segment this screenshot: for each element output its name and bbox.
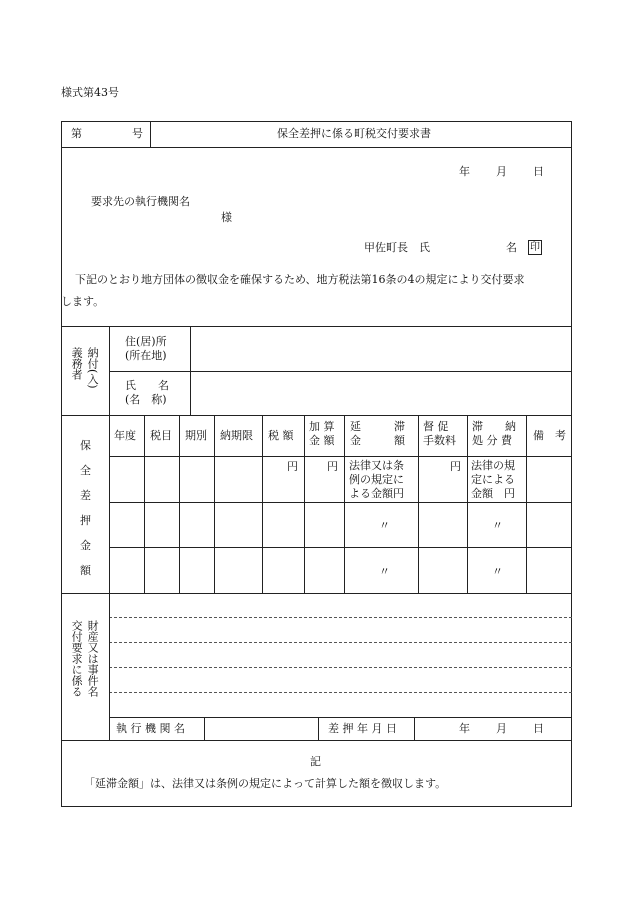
property-label-b: 財産又は事件名 <box>86 620 100 697</box>
body-text-line-2: します。 <box>61 295 105 308</box>
amount-label-char: 全 <box>80 464 91 477</box>
form-number: 様式第43号 <box>61 86 119 99</box>
rule-agency-split <box>204 717 205 740</box>
addressee-honorific: 様 <box>221 211 232 224</box>
col-header-tax-item: 税目 <box>150 429 172 442</box>
addressee-name: 要求先の執行機関名 <box>91 195 190 208</box>
rule-col-7 <box>418 415 419 593</box>
rule-col-2 <box>179 415 180 593</box>
ditto-mark: 〃 <box>492 565 503 578</box>
rule-taxpayer-mid <box>109 371 572 372</box>
rule-taxpayer-label <box>190 326 191 415</box>
surcharge-yen: 円 <box>327 460 338 473</box>
amount-label-char: 金 <box>80 539 91 552</box>
taxpayer-label-a: 納付(入) <box>86 347 100 389</box>
property-label-a: 交付要求に係る <box>70 620 84 697</box>
ditto-mark: 〃 <box>492 519 503 532</box>
date-year-label: 年 <box>459 165 470 178</box>
body-text-line-1: 下記のとおり地方団体の徴収金を確保するため、地方税法第16条の4の規定により交付要求 <box>75 273 525 286</box>
rule-header-split <box>150 121 151 147</box>
seizure-date-label: 差 押 年 月 日 <box>328 722 397 735</box>
rule-agency-end <box>61 740 572 741</box>
number-suffix: 号 <box>132 127 143 140</box>
demand-fee-yen: 円 <box>450 460 461 473</box>
ditto-mark: 〃 <box>379 519 390 532</box>
rule-left-label <box>109 326 110 740</box>
number-label: 第 <box>71 127 82 140</box>
seizure-month-label: 月 <box>496 722 507 735</box>
footer-note: 「延滞金額」は、法律又は条例の規定によって計算した額を徴収します。 <box>84 777 447 790</box>
col-header-surcharge: 加 算 金 額 <box>309 420 335 447</box>
rule-property-end <box>109 717 572 718</box>
disposition-note: 法律の規 定による 金額 円 <box>471 459 515 500</box>
agency-label: 執 行 機 関 名 <box>116 722 185 735</box>
rule-header <box>61 147 572 148</box>
col-header-tax-amount: 税 額 <box>268 429 294 442</box>
rule-amount-end <box>61 593 572 594</box>
rule-taxpayer-end <box>61 415 572 416</box>
rule-body-end <box>61 326 572 327</box>
property-line-1 <box>109 617 572 618</box>
footer-heading: 記 <box>310 755 321 768</box>
amount-label-char: 額 <box>80 564 91 577</box>
property-line-4 <box>109 692 572 693</box>
seal-mark: 印 <box>530 242 540 253</box>
name-label: 氏 名 (名 称) <box>125 379 169 406</box>
rule-col-9 <box>526 415 527 593</box>
rule-date-label-right <box>414 717 415 740</box>
col-header-disposition-fee: 滞 納 処 分 費 <box>472 420 516 447</box>
rule-date-label-left <box>318 717 319 740</box>
amount-label-char: 差 <box>80 489 91 502</box>
col-header-demand-fee: 督 促 手数料 <box>423 420 456 447</box>
rule-col-1 <box>144 415 145 593</box>
ditto-mark: 〃 <box>379 565 390 578</box>
date-month-label: 月 <box>496 165 507 178</box>
seizure-day-label: 日 <box>533 722 544 735</box>
sender-name-suffix: 名 <box>506 241 517 254</box>
date-day-label: 日 <box>533 165 544 178</box>
col-header-deadline: 納期限 <box>220 429 253 442</box>
col-header-delinquency: 延 滞 金 額 <box>350 420 405 447</box>
rule-col-5 <box>304 415 305 593</box>
rule-col-3 <box>214 415 215 593</box>
amount-label-char: 保 <box>80 439 91 452</box>
taxpayer-label-b: 義務者 <box>70 347 84 380</box>
address-label: 住(居)所 (所在地) <box>125 335 167 362</box>
rule-col-4 <box>262 415 263 593</box>
sender-title: 甲佐町長 氏 <box>364 241 430 254</box>
property-line-3 <box>109 667 572 668</box>
property-line-2 <box>109 642 572 643</box>
tax-amount-yen: 円 <box>287 460 298 473</box>
col-header-period: 期別 <box>185 429 207 442</box>
rule-col-8 <box>467 415 468 593</box>
rule-col-6 <box>344 415 345 593</box>
delinquency-note: 法律又は条 例の規定に よる金額円 <box>349 459 404 500</box>
seizure-year-label: 年 <box>459 722 470 735</box>
amount-label-char: 押 <box>80 514 91 527</box>
document-title: 保全差押に係る町税交付要求書 <box>277 127 431 140</box>
col-header-remarks: 備 考 <box>533 429 566 442</box>
col-header-year: 年度 <box>114 429 136 442</box>
